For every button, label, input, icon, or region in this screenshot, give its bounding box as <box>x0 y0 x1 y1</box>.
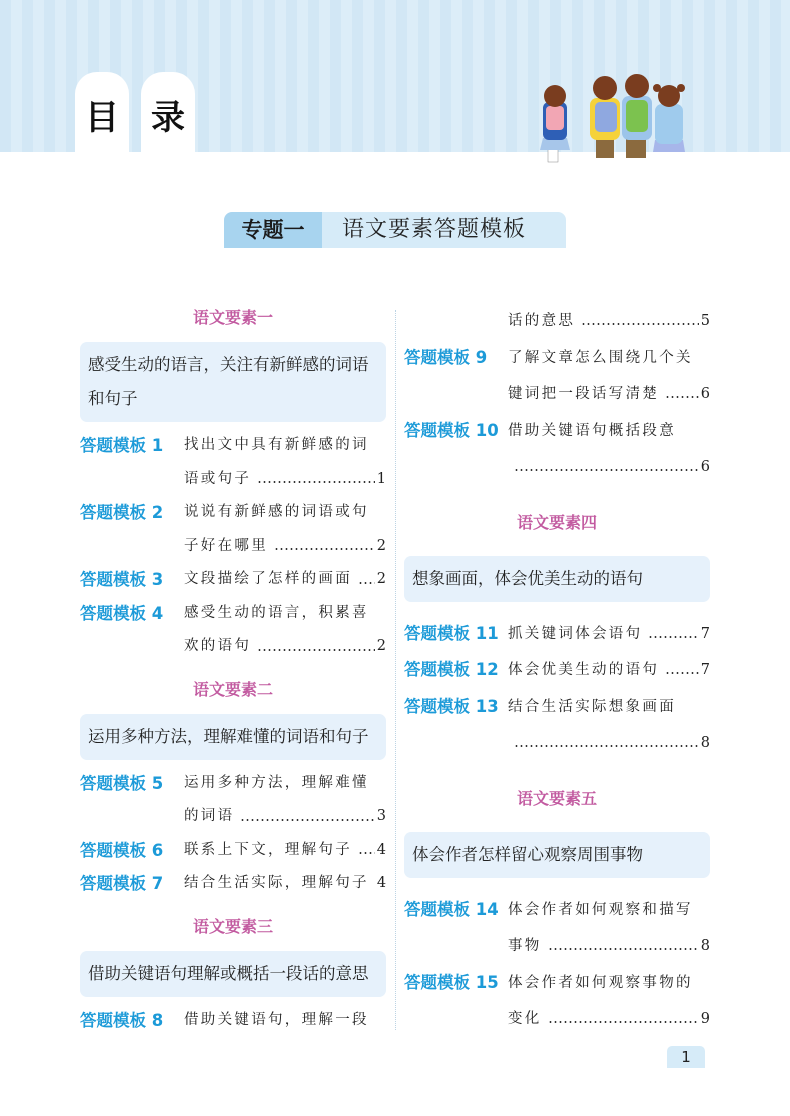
entry-line <box>184 767 386 801</box>
line-text: 体会作者如何观察和描写 <box>508 901 693 918</box>
line-text: 借助关键语句概括段意 <box>508 422 676 439</box>
toc-entry[interactable] <box>404 892 710 965</box>
line-text: 体会优美生动的语句 <box>508 662 660 678</box>
section-heading: 语文要素三 <box>192 916 273 936</box>
page-ref: 1 <box>376 470 386 487</box>
template-label: 答题模板 2 <box>80 503 164 522</box>
toc-entry[interactable] <box>80 867 386 901</box>
entry-line <box>508 376 710 413</box>
template-label: 答题模板 1 <box>80 436 164 455</box>
template-label: 答题模板 10 <box>404 420 499 440</box>
entry-title <box>184 563 386 597</box>
dot-leader <box>240 819 374 821</box>
entry-title <box>508 652 710 689</box>
line-text: 借助关键语句，理解一段 <box>184 1011 369 1028</box>
entry-line <box>508 1001 710 1038</box>
template-label: 答题模板 14 <box>404 899 499 919</box>
line-text: 运用多种方法，理解难懂 <box>184 774 369 791</box>
entry-title <box>184 767 386 834</box>
template-label: 答题模板 7 <box>80 874 164 893</box>
entry-title <box>508 303 710 340</box>
child-1 <box>540 85 570 162</box>
entry-line <box>184 630 386 664</box>
title-char-mu: 目 <box>75 72 129 152</box>
dot-leader <box>648 636 698 638</box>
template-label: 答题模板 5 <box>80 773 164 793</box>
entry-title <box>184 834 386 868</box>
toc-entry[interactable] <box>404 965 710 1038</box>
template-label: 答题模板 12 <box>404 660 499 679</box>
entry-line <box>508 413 710 450</box>
section-topic-box: 感受生动的语言，关注有新鲜感的词语和句子 <box>80 342 386 422</box>
section-heading: 语文要素四 <box>516 512 597 532</box>
line-text: 事物 <box>508 938 542 954</box>
entry-line <box>184 800 386 834</box>
entry-line <box>508 892 710 929</box>
toc-left-column <box>80 303 386 1037</box>
line-text: 体会作者如何观察事物的 <box>508 974 693 991</box>
entry-line <box>184 834 386 868</box>
template-label: 答题模板 6 <box>80 840 164 860</box>
entry-line <box>508 340 710 377</box>
entry-title <box>508 413 710 486</box>
section-topic-box: 借助关键语句理解或概括一段话的意思 <box>80 951 386 997</box>
toc-entry[interactable] <box>404 652 710 689</box>
entry-title <box>184 867 386 901</box>
line-text: 结合生活实际想象画面 <box>508 698 676 715</box>
template-label: 答题模板 8 <box>80 1010 164 1030</box>
template-label: 答题模板 4 <box>80 603 164 623</box>
page-ref: 6 <box>700 459 710 475</box>
dot-leader <box>257 649 375 651</box>
page-ref: 9 <box>700 1011 710 1027</box>
entry-line <box>508 303 710 340</box>
child-4 <box>653 84 685 170</box>
line-text: 联系上下文，理解句子 <box>184 841 352 858</box>
line-text: 结合生活实际，理解句子 <box>184 875 369 891</box>
column-divider <box>395 310 396 1030</box>
entry-line <box>184 496 386 530</box>
toc-entry[interactable] <box>404 616 710 653</box>
page-ref: 2 <box>376 537 386 554</box>
toc-entry[interactable] <box>404 689 710 762</box>
template-label <box>404 303 508 340</box>
page-ref: 5 <box>700 313 710 329</box>
entry-line <box>184 563 386 597</box>
section-topic-box: 想象画面，体会优美生动的语句 <box>404 556 710 602</box>
entry-title <box>184 496 386 563</box>
toc-entry[interactable] <box>404 303 710 340</box>
template-label: 答题模板 11 <box>404 623 499 643</box>
toc-entry[interactable] <box>80 597 386 664</box>
dot-leader <box>665 396 699 398</box>
entry-title <box>184 1004 386 1038</box>
page-ref: 8 <box>700 735 710 751</box>
line-text: 变化 <box>508 1011 542 1027</box>
template-label: 答题模板 9 <box>404 347 488 367</box>
entry-line <box>184 867 386 901</box>
topic-title: 语文要素答题模板 <box>322 212 566 248</box>
dot-leader <box>514 745 699 747</box>
toc-entry[interactable] <box>80 496 386 563</box>
toc-entry[interactable] <box>80 429 386 496</box>
line-text: 文段描绘了怎样的画面 <box>184 571 352 587</box>
section-topic-box: 体会作者怎样留心观察周围事物 <box>404 832 710 878</box>
entry-title <box>508 965 710 1038</box>
dot-leader <box>548 948 699 950</box>
line-text: 找出文中具有新鲜感的词 <box>184 437 369 453</box>
entry-line <box>508 689 710 726</box>
template-label: 答题模板 13 <box>404 696 499 716</box>
entry-line <box>184 597 386 631</box>
entry-line <box>508 449 710 486</box>
toc-entry[interactable] <box>80 1004 386 1038</box>
child-2 <box>590 76 620 172</box>
page-ref: 4 <box>376 841 386 858</box>
page-ref: 2 <box>376 638 386 654</box>
child-3 <box>622 74 652 172</box>
toc-entry[interactable] <box>80 767 386 834</box>
page-number: 1 <box>667 1046 705 1068</box>
toc-right-column <box>404 303 710 1038</box>
page-ref: 4 <box>376 875 387 891</box>
toc-entry[interactable] <box>404 413 710 486</box>
dot-leader <box>581 323 699 325</box>
entry-title <box>508 616 710 653</box>
line-text: 话的意思 <box>508 313 576 329</box>
title-char-lu: 录 <box>141 72 195 152</box>
line-text: 语或句子 <box>184 470 252 487</box>
entry-line <box>508 616 710 653</box>
entry-title <box>508 340 710 413</box>
dot-leader <box>665 672 699 674</box>
line-text: 抓关键词体会语句 <box>508 625 643 642</box>
section-heading: 语文要素二 <box>192 679 273 699</box>
page-ref: 7 <box>700 662 710 678</box>
page-ref: 2 <box>376 571 386 587</box>
line-text: 感受生动的语言，积累喜 <box>184 604 369 621</box>
toc-entry[interactable] <box>80 563 386 597</box>
entry-line <box>184 530 386 564</box>
line-text: 键词把一段话写清楚 <box>508 386 660 402</box>
toc-entry[interactable] <box>404 340 710 413</box>
entry-line <box>184 1004 386 1038</box>
section-banner <box>224 212 566 248</box>
line-text: 子好在哪里 <box>184 537 268 554</box>
dot-leader <box>514 469 699 471</box>
entry-line <box>508 965 710 1002</box>
template-label: 答题模板 3 <box>80 570 164 589</box>
line-text: 说说有新鲜感的词语或句 <box>184 504 369 520</box>
section-topic-box: 运用多种方法，理解难懂的词语和句子 <box>80 714 386 760</box>
template-label: 答题模板 15 <box>404 972 499 992</box>
page-ref: 3 <box>376 808 386 824</box>
line-text: 欢的语句 <box>184 638 252 654</box>
section-heading: 语文要素五 <box>516 788 597 808</box>
entry-line <box>184 463 386 497</box>
toc-entry[interactable] <box>80 834 386 868</box>
dot-leader <box>257 481 375 483</box>
dot-leader <box>358 852 375 854</box>
children-illustration <box>540 68 700 178</box>
dot-leader <box>548 1021 699 1023</box>
page-ref: 8 <box>700 938 710 954</box>
entry-line <box>508 928 710 965</box>
entry-title <box>508 892 710 965</box>
page-ref: 7 <box>700 625 710 642</box>
entry-line <box>508 725 710 762</box>
dot-leader <box>274 548 375 550</box>
entry-line <box>184 429 386 463</box>
section-heading: 语文要素一 <box>192 308 273 327</box>
line-text: 的词语 <box>184 808 235 824</box>
page-ref: 6 <box>700 386 710 402</box>
entry-title <box>184 597 386 664</box>
dot-leader <box>358 582 375 584</box>
entry-title <box>508 689 710 762</box>
entry-title <box>184 429 386 496</box>
entry-line <box>508 652 710 689</box>
topic-label: 专题一 <box>224 212 322 248</box>
line-text: 了解文章怎么围绕几个关 <box>508 349 693 366</box>
